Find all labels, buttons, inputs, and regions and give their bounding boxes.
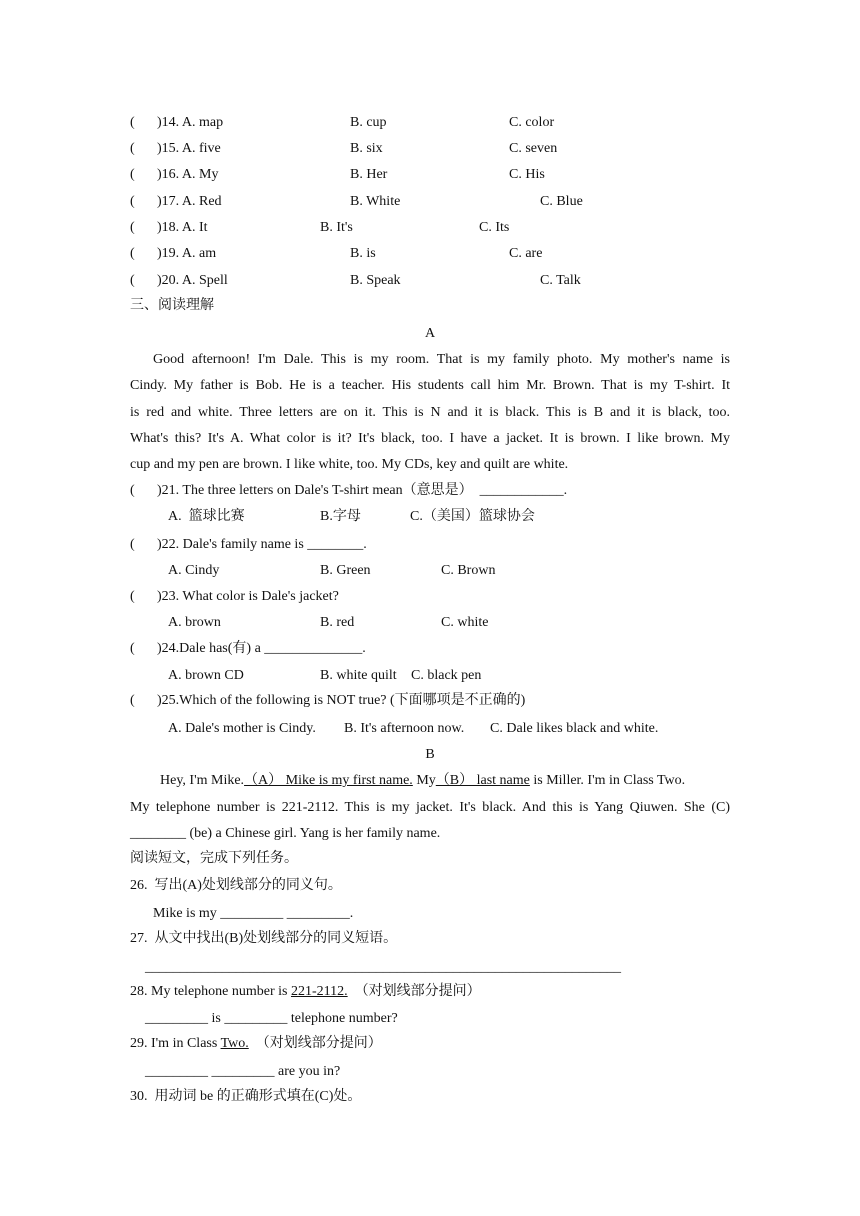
task-27: 27. 从文中找出(B)处划线部分的同义短语。 [130, 931, 398, 946]
underlined-b: （B） last name [435, 773, 530, 788]
answer-paren: ( [130, 246, 135, 261]
passage-b-line: My telephone number is 221-2112. This is my jacket. It's black. And this is Yang Qiuwen. She (C) [130, 800, 730, 815]
task-30: 30. 用动词 be 的正确形式填在(C)处。 [130, 1089, 362, 1104]
option-c: C.（美国）篮球协会 [410, 509, 535, 524]
answer-paren: ( [130, 220, 135, 235]
answer-paren: ( [130, 641, 135, 656]
question-17: )17. A. Red [157, 194, 222, 209]
option-c: C. Its [479, 220, 510, 235]
question-16: )16. A. My [157, 167, 219, 182]
option-c: C. are [509, 246, 543, 261]
passage-b-label: B [425, 747, 435, 762]
question-22: )22. Dale's family name is ________. [157, 537, 367, 552]
option-b: B. red [320, 615, 355, 630]
task-28: 28. My telephone number is 221-2112. （对划线部分提问） [130, 984, 481, 999]
section-heading: 三、阅读理解 [130, 298, 214, 313]
passage-a-label: A [424, 326, 436, 341]
answer-paren: ( [130, 483, 135, 498]
option-b: B. White [350, 194, 401, 209]
answer-paren: ( [130, 194, 135, 209]
option-c: C. black pen [411, 668, 482, 683]
task-26: 26. 写出(A)处划线部分的同义句。 [130, 878, 342, 893]
passage-a-line: Cindy. My father is Bob. He is a teacher. His students call him Mr. Brown. That is my T-shirt. It [130, 378, 730, 393]
question-14: )14. A. map [157, 115, 224, 130]
option-b: B.字母 [320, 509, 361, 524]
passage-b-line: Hey, I'm Mike.（A） Mike is my first name. My（B） last name is Miller. I'm in Class Two. [160, 773, 686, 788]
option-c: C. Talk [540, 273, 581, 288]
passage-b-line: ________ (be) a Chinese girl. Yang is her family name. [130, 826, 441, 841]
question-21: )21. The three letters on Dale's T-shirt mean（意思是） ____________. [157, 483, 568, 498]
question-15: )15. A. five [157, 141, 221, 156]
option-c: C. Dale likes black and white. [490, 721, 659, 736]
task-29: 29. I'm in Class Two. （对划线部分提问） [130, 1036, 382, 1051]
task-28-answer: _________ is _________ telephone number? [145, 1011, 398, 1026]
option-b: B. Her [350, 167, 388, 182]
option-a: A. 篮球比赛 [168, 509, 245, 524]
option-c: C. white [441, 615, 489, 630]
passage-a-line: is red and white. Three letters are on it. This is N and it is black. This is B and it is black, too. [130, 405, 730, 420]
underlined-class: Two. [220, 1036, 249, 1051]
tasks-title: 阅读短文，完成下列任务。 [130, 851, 298, 866]
answer-paren: ( [130, 537, 135, 552]
answer-paren: ( [130, 693, 135, 708]
answer-paren: ( [130, 141, 135, 156]
question-23: )23. What color is Dale's jacket? [157, 589, 339, 604]
option-c: C. Blue [540, 194, 583, 209]
question-20: )20. A. Spell [157, 273, 228, 288]
option-b: B. It's afternoon now. [344, 721, 465, 736]
task-26-answer: Mike is my _________ _________. [153, 906, 354, 921]
option-b: B. It's [320, 220, 353, 235]
task-27-answer: ____________________________________________________________________ [145, 960, 621, 975]
answer-paren: ( [130, 589, 135, 604]
option-b: B. white quilt [320, 668, 397, 683]
answer-paren: ( [130, 167, 135, 182]
option-a: A. brown CD [168, 668, 244, 683]
passage-a-line: What's this? It's A. What color is it? It's black, too. I have a jacket. It is brown. I like brown. My [130, 431, 730, 446]
question-19: )19. A. am [157, 246, 217, 261]
answer-paren: ( [130, 115, 135, 130]
option-a: A. Cindy [168, 563, 220, 578]
question-24: )24.Dale has(有) a ______________. [157, 641, 366, 656]
option-c: C. color [509, 115, 555, 130]
answer-paren: ( [130, 273, 135, 288]
question-25: )25.Which of the following is NOT true? (下面哪项是不正确的) [157, 693, 526, 708]
option-a: A. Dale's mother is Cindy. [168, 721, 316, 736]
option-c: C. Brown [441, 563, 496, 578]
passage-a-line: cup and my pen are brown. I like white, too. My CDs, key and quilt are white. [130, 457, 569, 472]
question-18: )18. A. It [157, 220, 208, 235]
option-b: B. is [350, 246, 376, 261]
underlined-a: （A） Mike is my first name. [244, 773, 413, 788]
option-b: B. Speak [350, 273, 401, 288]
option-b: B. Green [320, 563, 371, 578]
option-c: C. His [509, 167, 545, 182]
underlined-number: 221-2112. [290, 984, 348, 999]
option-b: B. six [350, 141, 383, 156]
option-a: A. brown [168, 615, 221, 630]
option-c: C. seven [509, 141, 558, 156]
option-b: B. cup [350, 115, 387, 130]
passage-a-line: Good afternoon! I'm Dale. This is my room. That is my family photo. My mother's name is [153, 352, 730, 367]
task-29-answer: _________ _________ are you in? [145, 1064, 341, 1079]
